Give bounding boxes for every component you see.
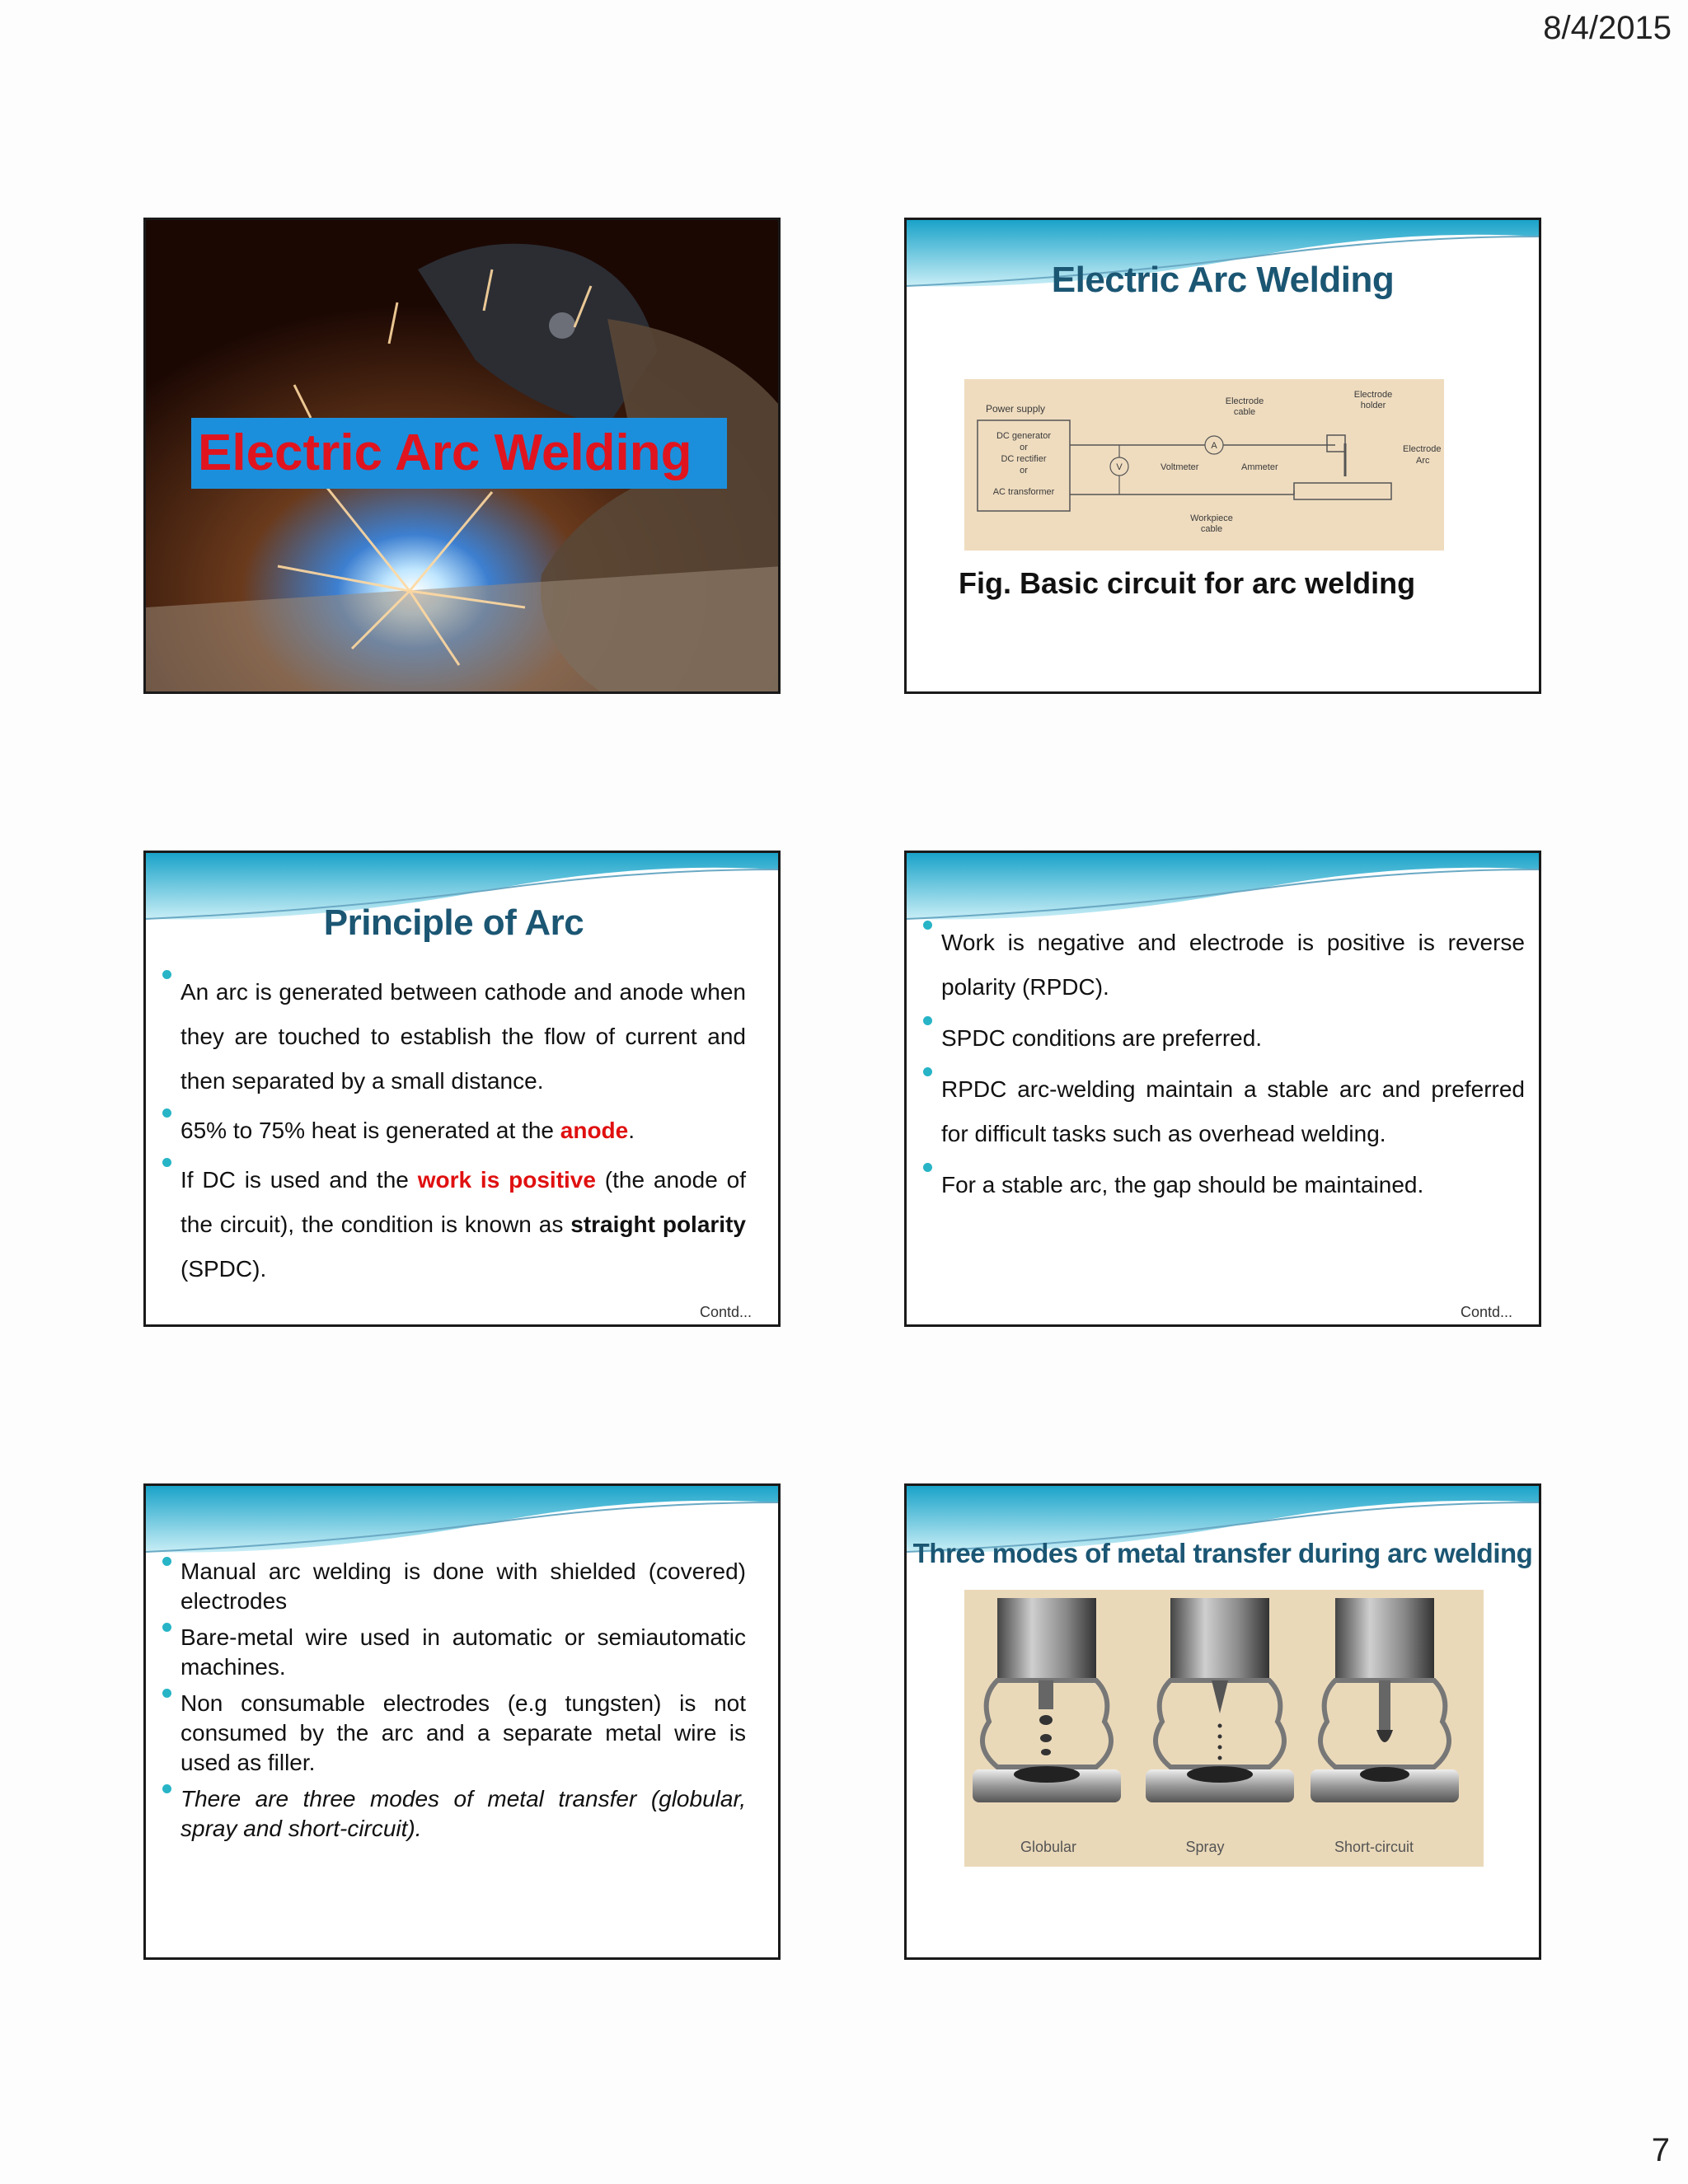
svg-text:Voltmeter: Voltmeter bbox=[1160, 462, 1199, 472]
contd-label: Contd... bbox=[699, 1304, 752, 1320]
list-item: There are three modes of metal transfer (globular, spray and short-circuit). bbox=[161, 1784, 746, 1844]
svg-text:cable: cable bbox=[1200, 524, 1223, 534]
svg-text:A: A bbox=[1211, 441, 1217, 451]
svg-text:Electrode: Electrode bbox=[1225, 396, 1264, 406]
svg-text:Arc: Arc bbox=[1416, 456, 1430, 466]
svg-text:Workpiece: Workpiece bbox=[1190, 513, 1233, 523]
svg-text:holder: holder bbox=[1360, 401, 1386, 410]
page-number: 7 bbox=[1651, 2132, 1670, 2168]
list-item: For a stable arc, the gap should be maintained. bbox=[921, 1163, 1525, 1207]
header-wave-decoration bbox=[146, 1486, 778, 1564]
list-item: Bare-metal wire used in automatic or semiautomatic machines. bbox=[161, 1623, 746, 1682]
slide-5 bbox=[143, 1483, 781, 1960]
slide-4 bbox=[904, 851, 1541, 1327]
header-date: 8/4/2015 bbox=[1543, 10, 1672, 46]
label-globular: Globular bbox=[1020, 1839, 1077, 1855]
svg-text:Electrode: Electrode bbox=[1403, 444, 1442, 454]
svg-text:Ammeter: Ammeter bbox=[1241, 462, 1278, 472]
figure-caption: Fig. Basic circuit for arc welding bbox=[959, 566, 1416, 600]
svg-text:cable: cable bbox=[1233, 407, 1256, 417]
svg-text:or: or bbox=[1020, 443, 1028, 452]
list-item: Work is negative and electrode is positive is reverse polarity (RPDC). bbox=[921, 921, 1525, 1010]
list-item: SPDC conditions are preferred. bbox=[921, 1016, 1525, 1061]
list-item: An arc is generated between cathode and anode when they are touched to establish the flow of current and then separated by a small distance. bbox=[161, 970, 746, 1104]
slide-1 bbox=[143, 218, 781, 694]
svg-text:or: or bbox=[1020, 466, 1028, 476]
list-item: Manual arc welding is done with shielded (covered) electrodes bbox=[161, 1557, 746, 1616]
list-item: If DC is used and the work is positive (the anode of the circuit), the condition is known as straight polarity (SPDC). bbox=[161, 1158, 746, 1291]
slide-title: Electric Arc Welding bbox=[1051, 260, 1395, 300]
slide-title: Electric Arc Welding bbox=[191, 418, 727, 489]
slide-2 bbox=[904, 218, 1541, 694]
slide-3 bbox=[143, 851, 781, 1327]
svg-text:Electrode: Electrode bbox=[1353, 390, 1393, 400]
label-spray: Spray bbox=[1185, 1839, 1225, 1855]
slide-title: Three modes of metal transfer during arc welding bbox=[912, 1538, 1533, 1568]
list-item: RPDC arc-welding maintain a stable arc and preferred for difficult tasks such as overhead welding. bbox=[921, 1067, 1525, 1156]
bullet-list bbox=[161, 1557, 746, 1844]
circuit-diagram bbox=[964, 379, 1444, 551]
slide-title: Principle of Arc bbox=[323, 902, 584, 943]
svg-text:V: V bbox=[1116, 462, 1123, 472]
slide-6 bbox=[904, 1483, 1541, 1960]
label-power-supply: Power supply bbox=[986, 403, 1046, 415]
bullet-list bbox=[921, 921, 1525, 1207]
label-short-circuit: Short-circuit bbox=[1334, 1839, 1414, 1855]
list-item: 65% to 75% heat is generated at the anode. bbox=[161, 1108, 746, 1153]
svg-text:DC rectifier: DC rectifier bbox=[1001, 454, 1047, 464]
bullet-list bbox=[161, 970, 746, 1291]
svg-text:AC transformer: AC transformer bbox=[992, 487, 1055, 497]
svg-text:DC generator: DC generator bbox=[996, 431, 1052, 441]
contd-label: Contd... bbox=[1460, 1304, 1512, 1320]
header-wave-decoration bbox=[907, 853, 1539, 931]
list-item: Non consumable electrodes (e.g tungsten) is not consumed by the arc and a separate metal wire is used as filler. bbox=[161, 1689, 746, 1778]
metal-transfer-photo bbox=[964, 1590, 1484, 1867]
